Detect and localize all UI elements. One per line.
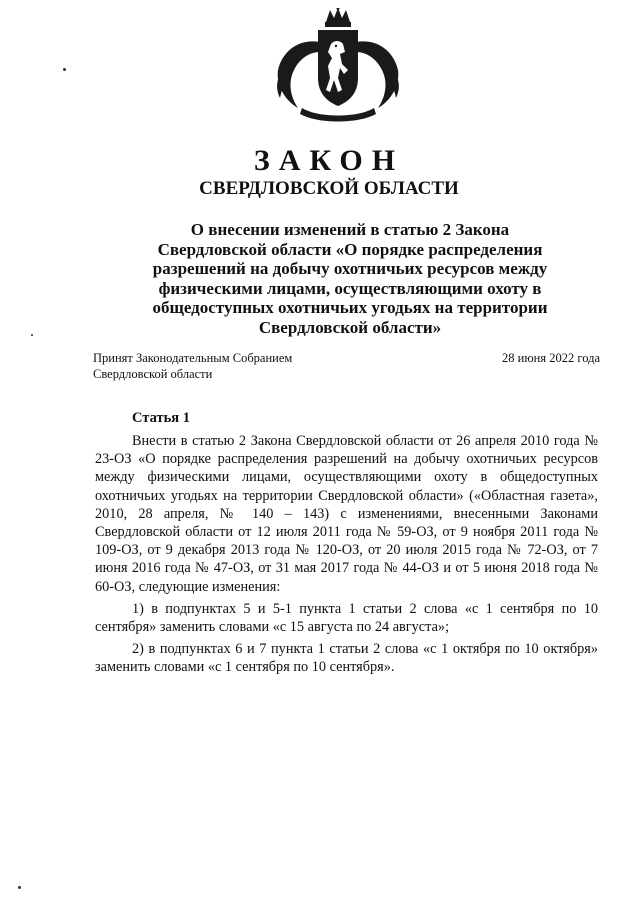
scan-speck [63,68,66,71]
coat-of-arms-icon [268,8,408,126]
article-heading: Статья 1 [132,410,190,426]
article-item-1: 1) в подпунктах 5 и 5-1 пункта 1 статьи 2 слова «с 1 сентября по 10 сентября» заменить словами «с 15 августа по 24 августа»; [95,600,598,636]
adoption-date: 28 июня 2022 года [502,351,600,365]
article-item-2: 2) в подпунктах 6 и 7 пункта 1 статьи 2 слова «с 1 октября по 10 октября» заменить словами «с 1 сентября по 10 сентября». [95,641,598,676]
scan-speck [31,334,33,336]
adoption-authority-line-2: Свердловской области [93,367,213,381]
adoption-authority [93,350,292,382]
adoption-authority-line-1: Принят Законодательным Собранием [93,351,293,365]
article-intro-paragraph: Внести в статью 2 Закона Свердловской области от 26 апреля 2010 года № 23-ОЗ «О порядке распределения разрешений на добычу охотничьих ресурсов между физическими лицами, осуществляющими охоту в общедоступных охотничьих угодьях на территории Свердловской области» («Областная газета», 2010, 28 апреля, № 140 – 143) с изменениями, внесенными Законами Свердловской области от 12 июля 2011 года № 59-ОЗ, от 9 ноября 2011 года № 109-ОЗ, от 9 декабря 2013 года № 120-ОЗ, от 20 июля 2015 года № 72-ОЗ, от 7 июня 2016 года № 47-ОЗ, от 31 мая 2017 года № 44-ОЗ и от 5 июня 2018 года № 60-ОЗ, следующие изменения: [95,433,598,595]
article-body [95,432,598,677]
law-subject-title: О внесении изменений в статью 2 Закона Свердловской области «О порядке распределения разрешений на добычу охотничьих ресурсов между физическими лицами, осуществляющими охоту в общедоступных охотничьих угодьях на территории Свердловской области» [152,220,548,337]
document-type-title: ЗАКОН [253,144,405,177]
region-title: СВЕРДЛОВСКОЙ ОБЛАСТИ [199,178,459,199]
scan-speck [18,886,21,889]
